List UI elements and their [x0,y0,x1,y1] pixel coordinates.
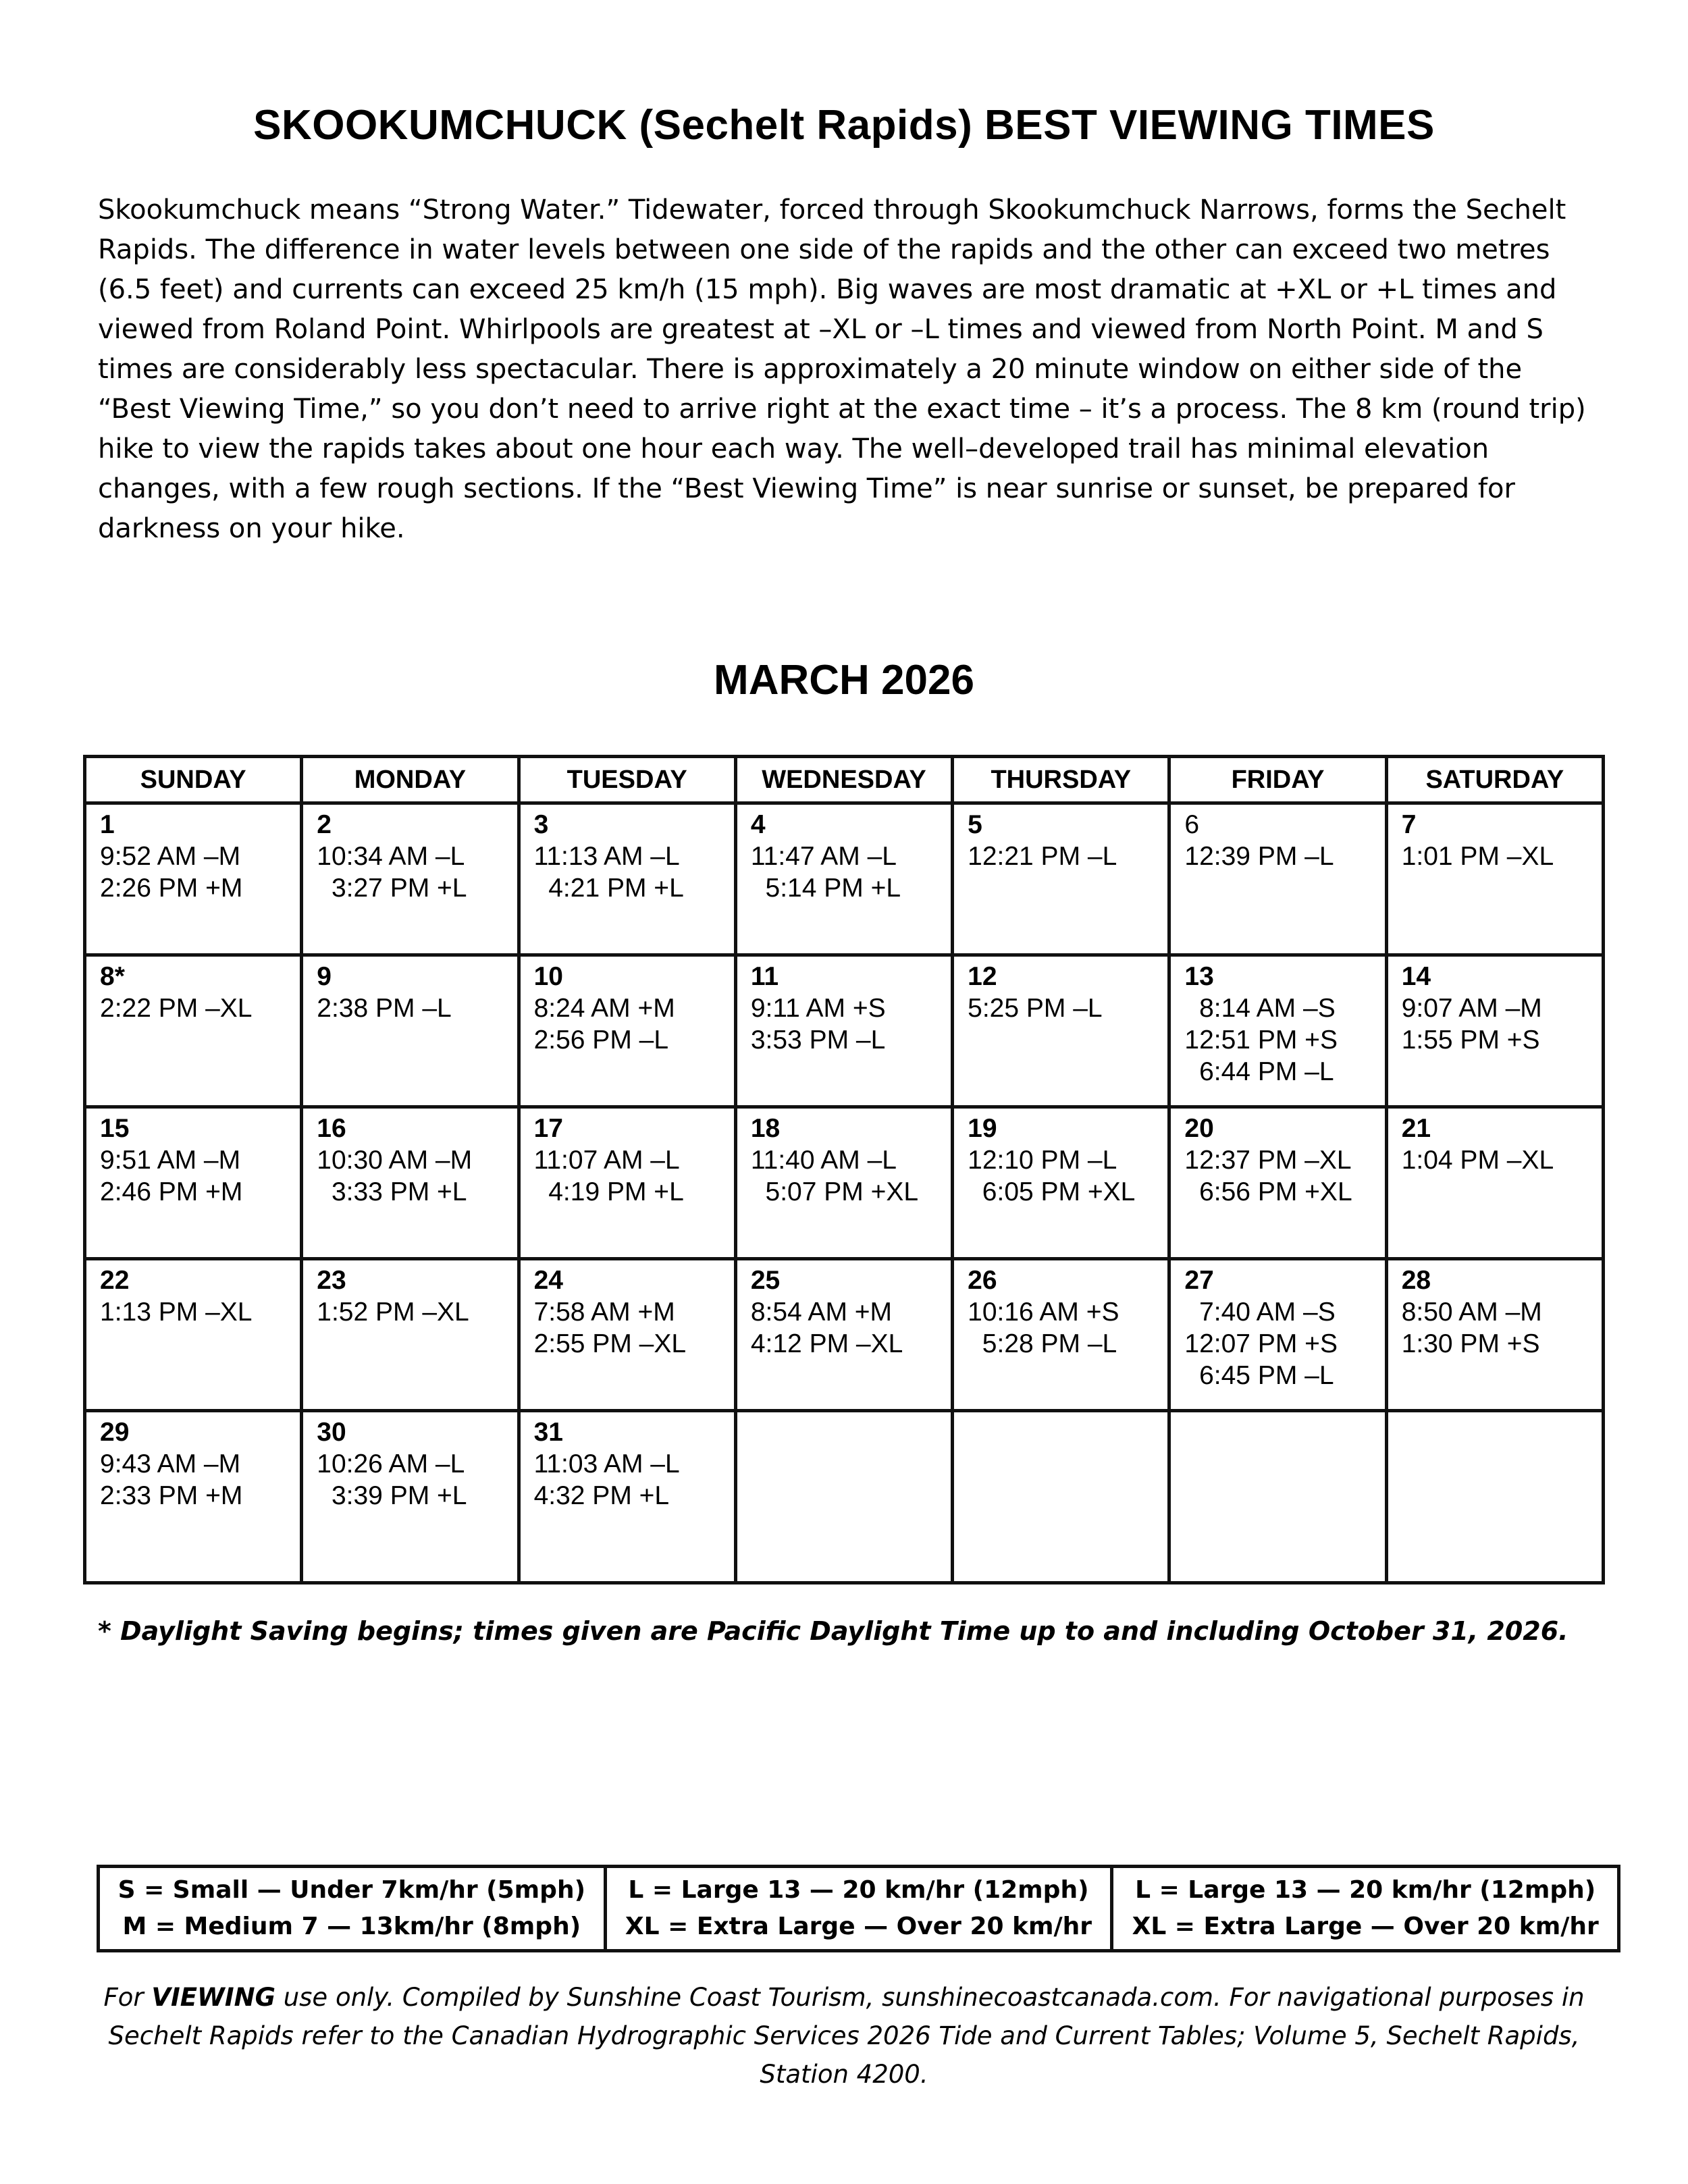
day-header-wednesday: WEDNESDAY [735,757,952,803]
day-number: 23 [317,1266,346,1295]
day-number: 9 [317,962,332,991]
viewing-time: 12:37 PM –XL [1184,1146,1352,1175]
viewing-time: 4:12 PM –XL [750,1329,903,1358]
viewing-time: 12:07 PM +S [1184,1329,1338,1358]
viewing-time: 11:07 AM –L [533,1146,680,1175]
day-cell [519,1107,735,1259]
day-cell [519,1259,735,1411]
day-number: 2 [317,810,332,839]
legend-small: S = Small — Under 7km/hr (5mph) [117,1876,586,1904]
day-cell [519,1411,735,1583]
day-cell [953,1107,1169,1259]
calendar-week-row [85,1411,1604,1583]
daylight-saving-footnote: * Daylight Saving begins; times given are Pacific Daylight Time up to and including October 31, 2026. [98,1616,1568,1646]
legend-cell-large-xl-repeat [1112,1867,1619,1951]
day-number: 11 [750,962,779,991]
day-cell [519,955,735,1107]
day-cell-content [1388,957,1602,1056]
day-header-friday: FRIDAY [1169,757,1386,803]
legend-large: L = Large 13 — 20 km/hr (12mph) [1135,1876,1596,1904]
viewing-time: 6:05 PM +XL [968,1177,1136,1206]
calendar-body [85,803,1604,1583]
viewing-time: 3:33 PM +L [317,1177,467,1206]
day-number: 21 [1401,1114,1431,1143]
day-cell-content [1171,805,1384,872]
viewing-time: 10:30 AM –M [317,1146,473,1175]
day-cell-content [954,957,1167,1024]
viewing-time: 9:43 AM –M [100,1449,241,1479]
viewing-time: 11:47 AM –L [750,842,897,871]
day-cell-content [303,1109,517,1208]
day-header-tuesday: TUESDAY [519,757,735,803]
day-number: 19 [968,1114,997,1143]
viewing-time: 3:27 PM +L [317,874,467,903]
day-number: 15 [100,1114,130,1143]
calendar-week-row [85,1259,1604,1411]
viewing-time: 9:52 AM –M [100,842,241,871]
legend-table [97,1865,1620,1952]
day-cell [953,955,1169,1107]
day-header-thursday: THURSDAY [953,757,1169,803]
day-number: 3 [533,810,549,839]
day-cell [302,955,519,1107]
viewing-time: 9:11 AM +S [750,994,886,1023]
viewing-time: 2:46 PM +M [100,1177,243,1206]
day-cell-content [303,805,517,904]
day-number: 5 [968,810,982,839]
day-number: 13 [1184,962,1214,991]
day-cell [85,955,302,1107]
day-cell-content [1388,1260,1602,1360]
viewing-time: 12:51 PM +S [1184,1026,1338,1055]
day-cell [1169,803,1386,955]
viewing-time: 10:34 AM –L [317,842,465,871]
viewing-time: 6:44 PM –L [1184,1057,1334,1086]
credit-viewing: VIEWING [151,1983,275,2012]
day-cell-content [86,805,300,904]
calendar-week-row [85,955,1604,1107]
viewing-time: 11:03 AM –L [533,1449,680,1479]
calendar-header-row [85,757,1604,803]
legend-extra-large: XL = Extra Large — Over 20 km/hr [625,1913,1092,1940]
day-number: 22 [100,1266,130,1295]
viewing-time: 2:56 PM –L [533,1026,669,1055]
empty-day-cell [1169,1411,1386,1583]
intro-paragraph: Skookumchuck means “Strong Water.” Tidewater, forced through Skookumchuck Narrows, forms the Sechelt Rapids. The difference in water levels between one side of the rapids and the other can exceed two metres (6.5 feet) and currents can exceed 25 km/h (15 mph). Big waves are most dramatic at +XL or +L times and viewed from Roland Point. Whirlpools are greatest at –XL or –L times and viewed from North Point. M and S times are considerably less spectacular. There is approximately a 20 minute window on either side of the “Best Viewing Time,” so you don’t need to arrive right at the exact time – it’s a process. The 8 km (round trip) hike to view the rapids takes about one hour each way. The well–developed trail has minimal elevation changes, with a few rough sections. If the “Best Viewing Time” is near sunrise or sunset, be prepared for darkness on your hike. [98,194,1586,544]
day-number: 27 [1184,1266,1214,1295]
day-number: 29 [100,1418,130,1447]
day-number: 12 [968,962,997,991]
viewing-time: 2:55 PM –XL [533,1329,687,1358]
viewing-time: 12:39 PM –L [1184,842,1334,871]
viewing-time: 1:30 PM +S [1401,1329,1540,1358]
day-cell-content [86,1109,300,1208]
day-number: 18 [750,1114,781,1143]
day-cell-content [954,805,1167,872]
day-number: 20 [1184,1114,1214,1143]
viewing-time: 11:40 AM –L [750,1146,897,1175]
viewing-time: 4:21 PM +L [533,874,684,903]
viewing-time: 12:10 PM –L [968,1146,1117,1175]
day-cell-content [737,957,951,1056]
day-cell-content [86,1412,300,1512]
day-header-saturday: SATURDAY [1386,757,1603,803]
viewing-time: 8:50 AM –M [1401,1298,1542,1327]
day-cell-content [303,957,517,1024]
viewing-time: 3:39 PM +L [317,1481,467,1510]
page-title: SKOOKUMCHUCK (Sechelt Rapids) BEST VIEWING TIMES [253,102,1435,149]
day-cell-content [521,1109,734,1208]
day-cell [519,803,735,955]
day-cell-content [954,1109,1167,1208]
legend-row [99,1867,1619,1951]
day-cell [1386,1259,1603,1411]
viewing-time: 8:54 AM +M [750,1298,893,1327]
day-cell [1386,1107,1603,1259]
viewing-time: 2:33 PM +M [100,1481,243,1510]
day-number: 8* [100,962,125,991]
calendar-week-row [85,1107,1604,1259]
day-header-monday: MONDAY [302,757,519,803]
day-cell [85,1259,302,1411]
day-cell-content [521,1260,734,1360]
viewing-time: 2:26 PM +M [100,874,243,903]
empty-day-cell [1386,1411,1603,1583]
viewing-time: 3:53 PM –L [750,1026,886,1055]
day-cell-content [521,1412,734,1512]
viewing-time: 11:13 AM –L [533,842,680,871]
viewing-time: 6:56 PM +XL [1184,1177,1352,1206]
day-cell [735,1107,952,1259]
credit-post: use only. Compiled by Sunshine Coast Tourism, sunshinecoastcanada.com. For navigational purposes in Sechelt Rapids refer to the Canadian Hydrographic Services 2026 Tide and Current Tables; Volume 5, Sechelt Rapids, Station 4200. [108,1983,1585,2089]
viewing-time: 1:04 PM –XL [1401,1146,1554,1175]
day-cell-content [737,1109,951,1208]
viewing-time: 7:40 AM –S [1184,1298,1336,1327]
legend-cell-small-medium [99,1867,606,1951]
empty-day-cell [953,1411,1169,1583]
credit-note [81,1978,1607,2094]
day-cell [85,803,302,955]
day-number: 7 [1401,810,1417,839]
viewing-time: 9:07 AM –M [1401,994,1542,1023]
day-cell [735,1259,952,1411]
viewing-time: 2:22 PM –XL [100,994,253,1023]
day-cell-content [737,1260,951,1360]
day-cell [953,1259,1169,1411]
viewing-time: 1:55 PM +S [1401,1026,1540,1055]
day-cell [1386,803,1603,955]
viewing-time: 10:16 AM +S [968,1298,1119,1327]
day-header-sunday: SUNDAY [85,757,302,803]
viewing-time: 5:28 PM –L [968,1329,1117,1358]
day-cell [1386,955,1603,1107]
day-cell-content [303,1412,517,1512]
day-number: 10 [533,962,563,991]
legend-extra-large: XL = Extra Large — Over 20 km/hr [1132,1913,1599,1940]
day-number: 28 [1401,1266,1431,1295]
day-cell-content [521,805,734,904]
day-number: 16 [317,1114,346,1143]
day-number: 1 [100,810,115,839]
day-cell-content [1171,957,1384,1088]
day-cell-content [954,1260,1167,1360]
day-number: 30 [317,1418,346,1447]
viewing-time: 1:01 PM –XL [1401,842,1554,871]
day-number: 25 [750,1266,781,1295]
credit-pre: For [103,1983,152,2012]
day-number: 26 [968,1266,997,1295]
day-cell-content [1388,805,1602,872]
day-cell-content [521,957,734,1056]
day-cell [302,803,519,955]
viewing-time: 1:13 PM –XL [100,1298,253,1327]
day-cell [1169,955,1386,1107]
viewing-time: 6:45 PM –L [1184,1361,1334,1390]
calendar-week-row [85,803,1604,955]
day-cell [85,1107,302,1259]
viewing-time: 10:26 AM –L [317,1449,465,1479]
day-cell-content [1388,1109,1602,1176]
day-cell [1169,1259,1386,1411]
day-cell-content [737,805,951,904]
day-number: 6 [1184,810,1200,839]
day-cell [1169,1107,1386,1259]
viewing-time: 12:21 PM –L [968,842,1117,871]
viewing-time: 1:52 PM –XL [317,1298,469,1327]
day-cell [302,1259,519,1411]
viewing-time: 5:14 PM +L [750,874,901,903]
day-cell [85,1411,302,1583]
calendar-table [83,755,1605,1584]
empty-day-cell [735,1411,952,1583]
viewing-time: 9:51 AM –M [100,1146,241,1175]
day-number: 17 [533,1114,563,1143]
day-cell [302,1411,519,1583]
viewing-time: 7:58 AM +M [533,1298,675,1327]
day-number: 24 [533,1266,563,1295]
viewing-time: 2:38 PM –L [317,994,452,1023]
legend-medium: M = Medium 7 — 13km/hr (8mph) [122,1913,581,1940]
day-number: 31 [533,1418,563,1447]
day-number: 4 [750,810,766,839]
day-cell [953,803,1169,955]
viewing-time: 4:19 PM +L [533,1177,684,1206]
day-cell-content [1171,1109,1384,1208]
day-cell [302,1107,519,1259]
day-cell [735,955,952,1107]
month-title: MARCH 2026 [714,657,974,703]
day-cell-content [1171,1260,1384,1391]
legend-large: L = Large 13 — 20 km/hr (12mph) [628,1876,1089,1904]
viewing-time: 8:24 AM +M [533,994,675,1023]
legend-cell-large-xl [605,1867,1112,1951]
day-number: 14 [1401,962,1431,991]
viewing-time: 4:32 PM +L [533,1481,670,1510]
day-cell-content [86,1260,300,1328]
viewing-time: 8:14 AM –S [1184,994,1336,1023]
day-cell-content [86,957,300,1024]
viewing-time: 5:25 PM –L [968,994,1103,1023]
day-cell [735,803,952,955]
day-cell-content [303,1260,517,1328]
viewing-time: 5:07 PM +XL [750,1177,919,1206]
